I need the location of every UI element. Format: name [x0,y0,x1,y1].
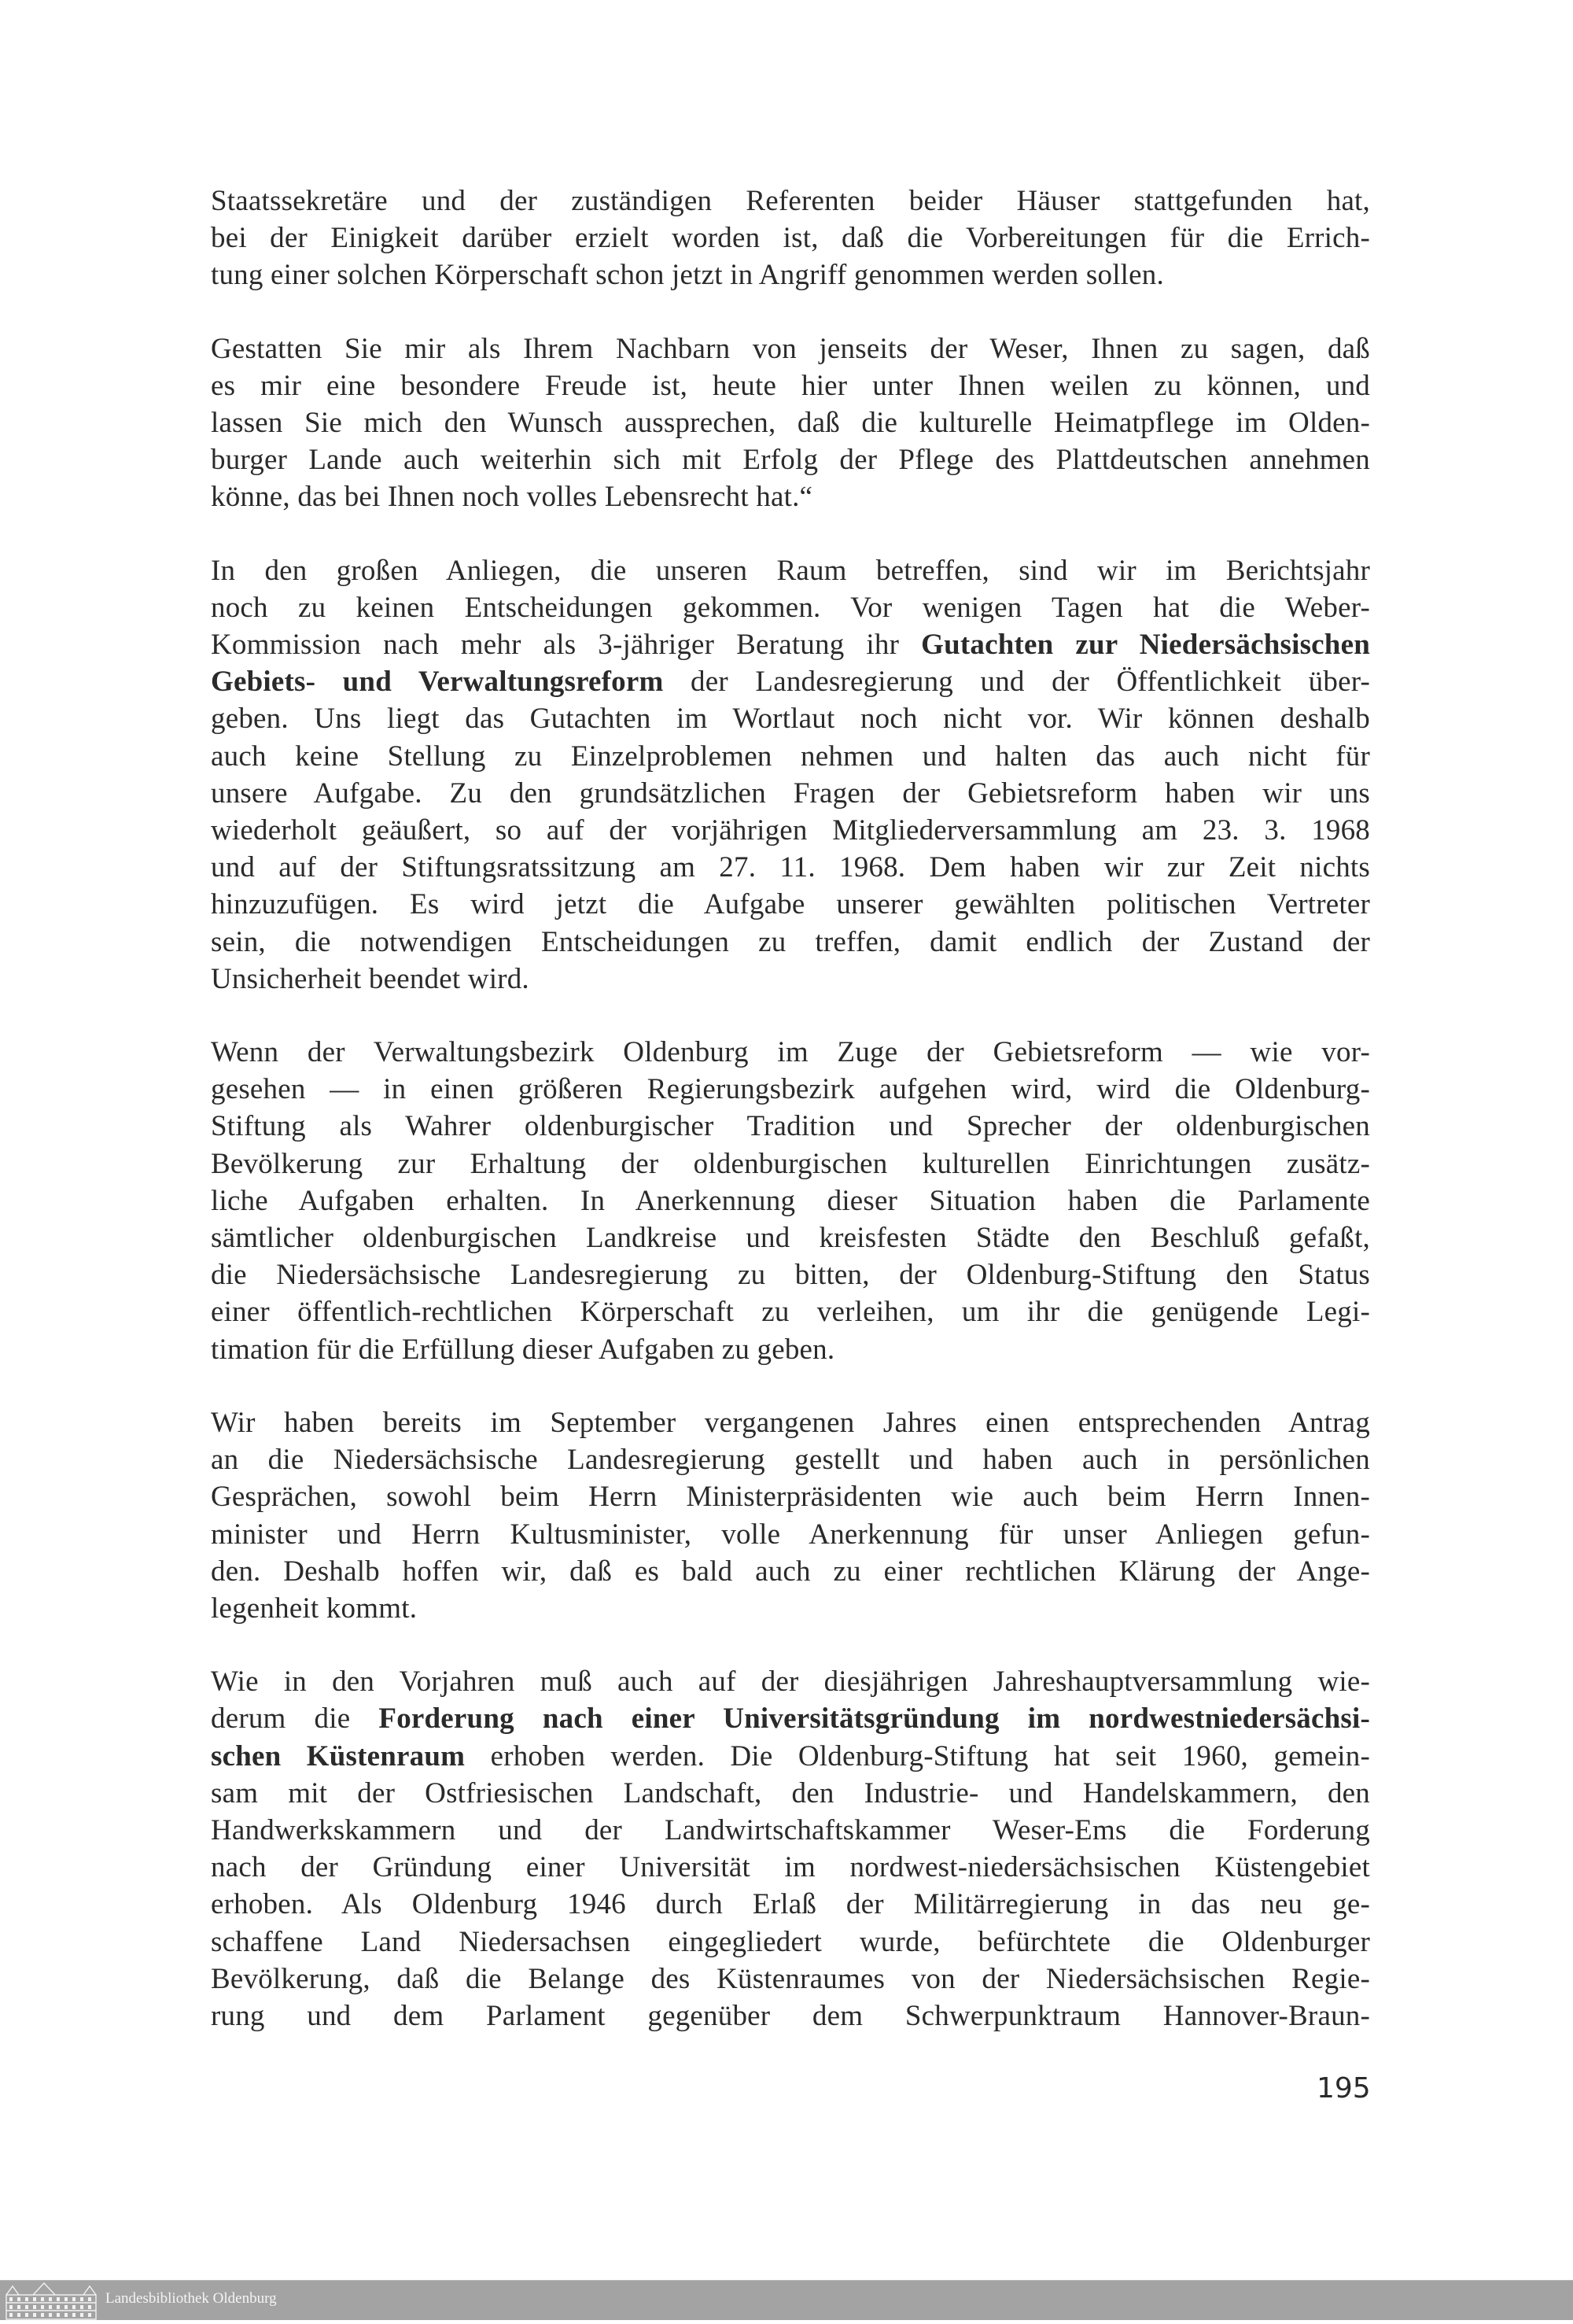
text-run: einer öffentlich-rechtlichen Körperschaft zu verleihen, um ihr die genügende Legi- [211,1296,1370,1329]
text-line [211,367,1370,404]
text-run: Wir haben bereits im September vergangenen Jahres einen entsprechenden Antrag [211,1406,1370,1439]
text-line [211,1590,1370,1627]
text-run: Wenn der Verwaltungsbezirk Oldenburg im Zuge der Gebietsreform — wie vor- [211,1036,1370,1069]
text-run: minister und Herrn Kultusminister, volle Anerkennung für unser Anliegen gefun- [211,1518,1370,1551]
text-line [211,849,1370,886]
text-line [211,441,1370,478]
text-line [211,1108,1370,1145]
text-line [211,1256,1370,1293]
text-line [211,1071,1370,1108]
text-line [211,404,1370,441]
text-line [211,775,1370,812]
paragraph [211,552,1370,998]
text-line [211,924,1370,961]
text-line [211,1700,1370,1737]
text-line [211,1478,1370,1515]
text-run: an die Niedersächsische Landesregierung gestellt und haben auch in persönlichen [211,1444,1370,1477]
text-line [211,1924,1370,1961]
text-run: und auf der Stiftungsratssitzung am 27. 11. 1968. Dem haben wir zur Zeit nichts [211,851,1370,884]
text-line [211,1404,1370,1441]
text-run: In den großen Anliegen, die unseren Raum betreffen, sind wir im Berichtsjahr [211,554,1370,587]
text-run: schaffene Land Niedersachsen eingegliedert wurde, befürchtete die Oldenburger [211,1925,1370,1958]
text-line [211,738,1370,775]
text-line [211,812,1370,849]
page-body [211,183,1370,2071]
text-line [211,663,1370,700]
text-run: Handwerkskammern und der Landwirtschaftskammer Weser-Ems die Forderung [211,1813,1370,1846]
text-line [211,1553,1370,1590]
text-line [211,1849,1370,1886]
text-line [211,886,1370,923]
text-run: wiederholt geäußert, so auf der vorjährigen Mitgliederversammlung am 23. 3. 1968 [211,814,1370,847]
text-run: Gesprächen, sowohl beim Herrn Ministerpräsidenten wie auch beim Herrn Innen- [211,1481,1370,1514]
text-run: könne, das bei Ihnen noch volles Lebensrecht hat.“ [211,481,813,514]
paragraph [211,330,1370,516]
text-line [211,626,1370,663]
text-line [211,1812,1370,1849]
text-line [211,330,1370,367]
text-line [211,219,1370,256]
text-run: es mir eine besondere Freude ist, heute hier unter Ihnen weilen zu können, und [211,369,1370,402]
text-run: sein, die notwendigen Entscheidungen zu treffen, damit endlich der Zustand der [211,925,1370,958]
text-line [211,1961,1370,1998]
text-run: unsere Aufgabe. Zu den grundsätzlichen Fragen der Gebietsreform haben wir uns [211,777,1370,810]
text-run: erhoben. Als Oldenburg 1946 durch Erlaß der Militärregierung in das neu ge- [211,1888,1370,1921]
text-line [211,1145,1370,1182]
text-line [211,1663,1370,1700]
text-run: Kommission nach mehr als 3-jähriger Beratung ihr [211,629,922,662]
bold-phrase: schen Küstenraum [211,1739,466,1773]
bold-phrase: Gutachten zur Niedersächsischen [921,629,1370,662]
text-run: derum die [211,1702,379,1736]
text-run: Wie in den Vorjahren muß auch auf der diesjährigen Jahreshauptversammlung wie- [211,1666,1370,1699]
text-run: nach der Gründung einer Universität im nordwest-niedersächsischen Küstengebiet [211,1851,1370,1884]
text-run: gesehen — in einen größeren Regierungsbezirk aufgehen wird, wird die Oldenburg- [211,1073,1370,1106]
text-run: den. Deshalb hoffen wir, daß es bald auch zu einer rechtlichen Klärung der Ange- [211,1555,1370,1588]
text-line [211,183,1370,219]
text-run: tung einer solchen Körperschaft schon jetzt in Angriff genommen werden sollen. [211,259,1164,292]
text-line [211,700,1370,737]
text-run: legenheit kommt. [211,1592,418,1625]
text-run: timation für die Erfüllung dieser Aufgaben zu geben. [211,1333,835,1366]
text-run: der Landesregierung und der Öffentlichkeit über- [663,666,1370,699]
text-line [211,552,1370,589]
text-line [211,256,1370,293]
text-run: Bevölkerung zur Erhaltung der oldenburgischen kulturellen Einrichtungen zusätz- [211,1147,1370,1180]
text-run: noch zu keinen Entscheidungen gekommen. Vor wenigen Tagen hat die Weber- [211,591,1370,624]
library-building-icon [5,2282,98,2320]
text-run: geben. Uns liegt das Gutachten im Wortlaut noch nicht vor. Wir können deshalb [211,703,1370,736]
paragraph [211,1663,1370,2034]
text-line [211,1441,1370,1478]
text-line [211,589,1370,626]
bold-phrase: Forderung nach einer Universitätsgründung im nordwestniedersächsi- [378,1702,1370,1736]
text-line [211,961,1370,998]
text-run: Bevölkerung, daß die Belange des Küstenraumes von der Niedersächsischen Regie- [211,1962,1370,1995]
paragraph [211,183,1370,294]
text-run: bei der Einigkeit darüber erzielt worden ist, daß die Vorbereitungen für die Errich- [211,222,1370,255]
paragraph [211,1034,1370,1368]
text-run: sämtlicher oldenburgischen Landkreise und kreisfesten Städte den Beschluß gefaßt, [211,1222,1370,1255]
text-run: erhoben werden. Die Oldenburg-Stiftung hat seit 1960, gemein- [465,1739,1370,1773]
text-run: die Niedersächsische Landesregierung zu bitten, der Oldenburg-Stiftung den Status [211,1259,1370,1292]
bold-phrase: Gebiets- und Verwaltungsreform [211,666,664,699]
text-run: lassen Sie mich den Wunsch aussprechen, daß die kulturelle Heimatpflege im Olden- [211,407,1370,440]
text-line [211,1182,1370,1219]
text-line [211,1775,1370,1812]
text-line [211,1886,1370,1923]
text-run: Staatssekretäre und der zuständigen Referenten beider Häuser stattgefunden hat, [211,185,1370,217]
text-run: hinzuzufügen. Es wird jetzt die Aufgabe unserer gewählten politischen Vertreter [211,888,1370,921]
library-name: Landesbibliothek Oldenburg [105,2290,277,2307]
text-run: sam mit der Ostfriesischen Landschaft, den Industrie- und Handelskammern, den [211,1776,1370,1809]
page-number: 195 [1317,2072,1371,2105]
paragraph [211,1404,1370,1627]
text-run: rung und dem Parlament gegenüber dem Schwerpunktraum Hannover-Braun- [211,1999,1370,2032]
text-line [211,1219,1370,1256]
text-run: auch keine Stellung zu Einzelproblemen nehmen und halten das auch nicht für [211,740,1370,773]
text-line [211,478,1370,515]
text-run: burger Lande auch weiterhin sich mit Erfolg der Pflege des Plattdeutschen annehmen [211,444,1370,477]
text-line [211,1998,1370,2034]
text-run: Stiftung als Wahrer oldenburgischer Tradition und Sprecher der oldenburgischen [211,1110,1370,1143]
text-line [211,1738,1370,1775]
text-line [211,1331,1370,1368]
text-line [211,1293,1370,1330]
text-run: liche Aufgaben erhalten. In Anerkennung dieser Situation haben die Parlamente [211,1184,1370,1217]
text-run: Gestatten Sie mir als Ihrem Nachbarn von jenseits der Weser, Ihnen zu sagen, daß [211,332,1370,365]
footer-bar [0,2280,1573,2320]
text-run: Unsicherheit beendet wird. [211,962,529,995]
text-line [211,1516,1370,1553]
text-line [211,1034,1370,1071]
